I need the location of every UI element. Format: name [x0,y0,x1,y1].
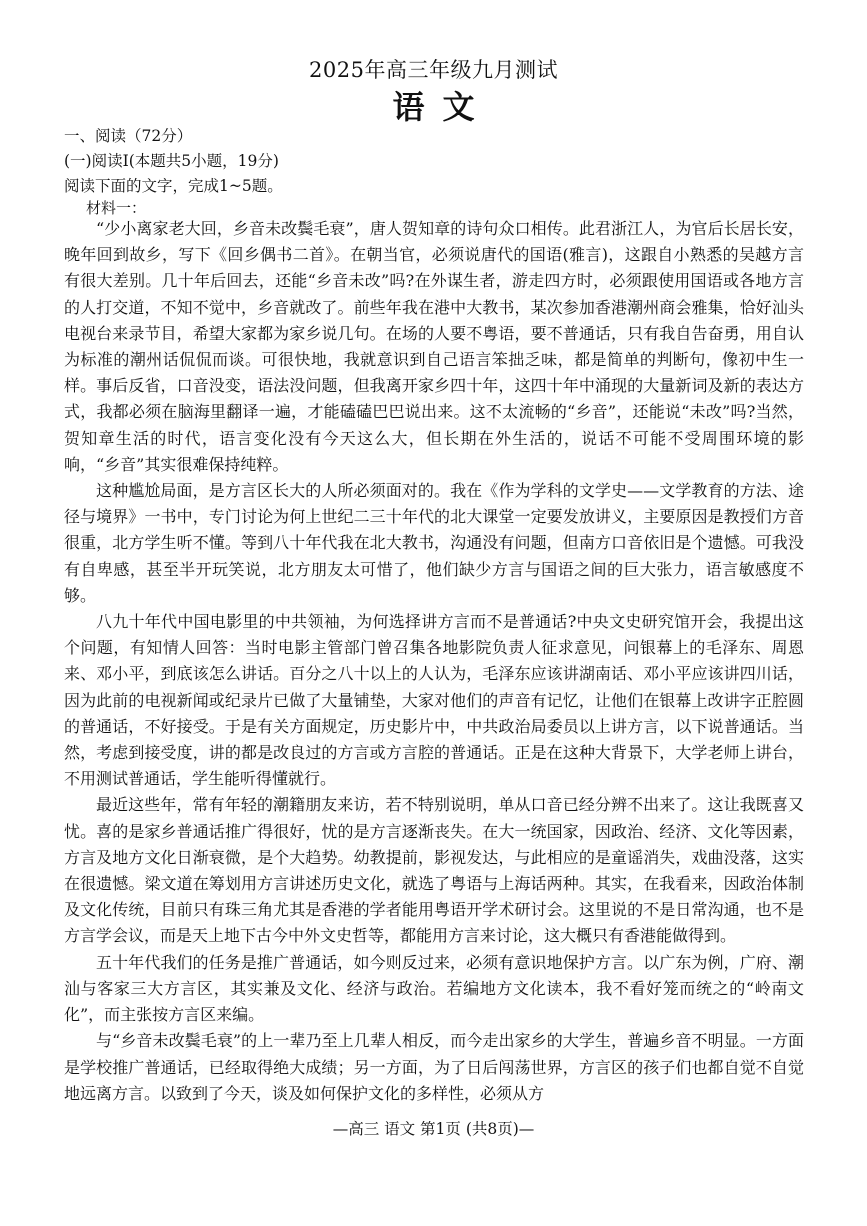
material-label: 材料一： [86,199,147,217]
paragraph: 最近这些年，常有年轻的潮籍朋友来访，若不特别说明，单从口音已经分辨不出来了。这让我既喜又忧。喜的是家乡普通话推广得很好，忧的是方言逐渐丧失。在大一统国家，因政治、经济、文化等因素，方言及地方文化日渐衰微，是个大趋势。幼教提前，影视发达，与此相应的是童谣消失，戏曲没落，这实在很遗憾。梁文道在筹划用方言讲述历史文化，就选了粤语与上海话两种。其实，在我看来，因政治体制及文化传统，目前只有珠三角尤其是香港的学者能用粤语开学术研讨会。这里说的不是日常沟通，也不是方言学会议，而是天上地下古今中外文史哲等，都能用方言来讨论，这大概只有香港能做得到。 [64,795,804,946]
section-heading: 一、阅读（72分） [64,127,193,145]
reading-passage [64,216,804,1107]
paragraph: 五十年代我们的任务是推广普通话，如今则反过来，必须有意识地保护方言。以广东为例，广府、潮汕与客家三大方言区，其实兼及文化、经济与政治。若编地方文化读本，我不看好笼而统之的“岭南文化”，而主张按方言区来编。 [64,952,804,1025]
subject-title: 语文 [392,88,493,126]
paragraph: “少小离家老大回，乡音未改鬓毛衰”，唐人贺知章的诗句众口相传。此君浙江人，为官后长居长安，晚年回到故乡，写下《回乡偶书二首》。在朝当官，必须说唐代的国语(雅言)，这跟自小熟悉的吴越方言有很大差别。几十年后回去，还能“乡音未改”吗?在外谋生者，游走四方时，必须跟使用国语或各地方言的人打交道，不知不觉中，乡音就改了。前些年我在港中大教书，某次参加香港潮州商会雅集，恰好汕头电视台来录节目，希望大家都为家乡说几句。在场的人要不粤语，要不普通话，只有我自告奋勇，用自认为标准的潮州话侃侃而谈。可很快地，我就意识到自己语言笨拙乏味，都是简单的判断句，像初中生一样。事后反省，口音没变，语法没问题，但我离开家乡四十年，这四十年中涌现的大量新词及新的表达方式，我都必须在脑海里翻译一遍，才能磕磕巴巴说出来。这不太流畅的“乡音”，还能说“未改”吗?当然，贺知章生活的时代，语言变化没有今天这么大，但长期在外生活的，说话不可能不受周围环境的影响，“乡音”其实很难保持纯粹。 [64,219,804,474]
page-footer: —高三 语文 第1页 (共8页)— [332,1120,535,1138]
paragraph: 这种尴尬局面，是方言区长大的人所必须面对的。我在《作为学科的文学史——文学教育的方法、途径与境界》一书中，专门讨论为何上世纪二三十年代的北大课堂一定要发放讲义，主要原因是教授们方音很重，北方学生听不懂。等到八十年代我在北大教书，沟通没有问题，但南方口音依旧是个遗憾。可我没有自卑感，甚至半开玩笑说，北方朋友太可惜了，他们缺少方言与国语之间的巨大张力，语言敏感度不够。 [64,481,804,605]
exam-title: 2025年高三年级九月测试 [309,58,558,82]
instruction-text: 阅读下面的文字，完成1~5题。 [64,177,283,195]
paragraph: 八九十年代中国电影里的中共领袖，为何选择讲方言而不是普通话?中央文史研究馆开会，我提出这个问题，有知情人回答：当时电影主管部门曾召集各地影院负责人征求意见，问银幕上的毛泽东、周恩来、邓小平，到底该怎么讲话。百分之八十以上的人认为，毛泽东应该讲湖南话、邓小平应该讲四川话，因为此前的电视新闻或纪录片已做了大量铺垫，大家对他们的声音有记忆，让他们在银幕上改讲字正腔圆的普通话，不好接受。于是有关方面规定，历史影片中，中共政治局委员以上讲方言，以下说普通话。当然，考虑到接受度，讲的都是改良过的方言或方言腔的普通话。正是在这种大背景下，大学老师上讲台，不用测试普通话，学生能听得懂就行。 [64,612,804,789]
paragraph: 与“乡音未改鬓毛衰”的上一辈乃至上几辈人相反，而今走出家乡的大学生，普遍乡音不明显。一方面是学校推广普通话，已经取得绝大成绩；另一方面，为了日后闯荡世界，方言区的孩子们也都自觉不自觉地远离方言。以致到了今天，谈及如何保护文化的多样性，必须从方 [64,1031,804,1103]
subsection-heading: (一)阅读Ⅰ(本题共5小题，19分) [64,152,279,170]
